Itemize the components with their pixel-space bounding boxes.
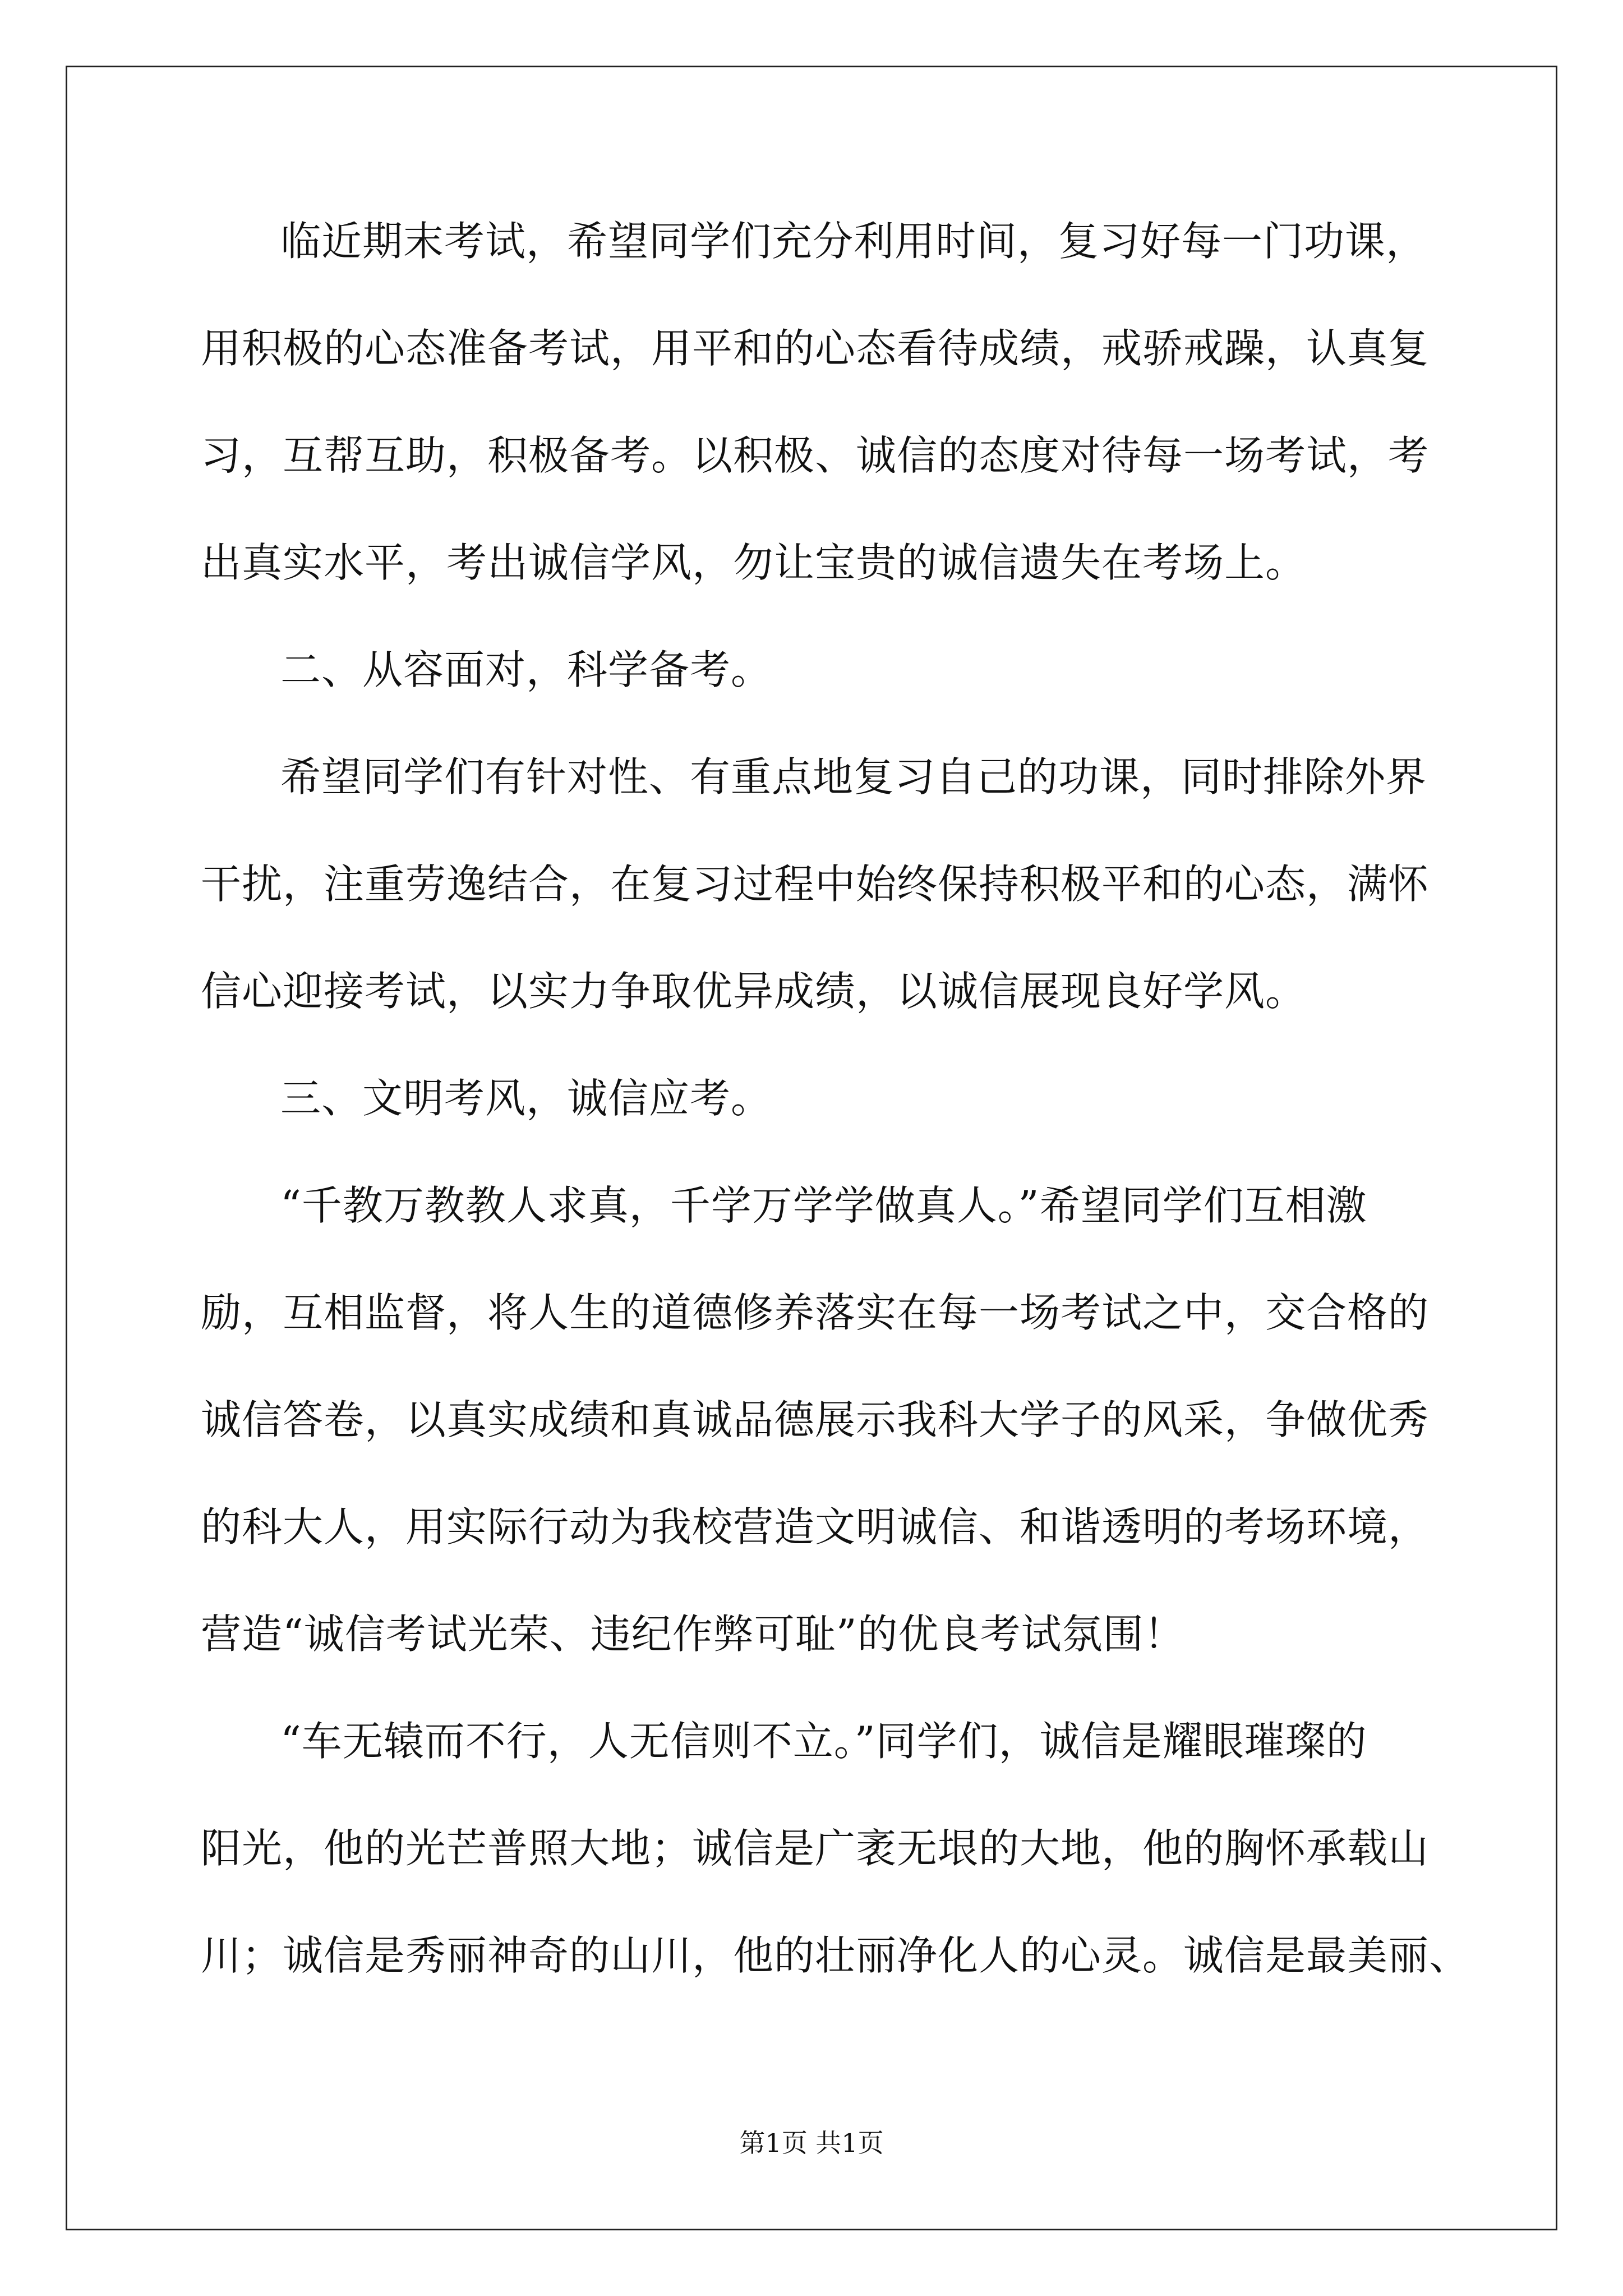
section-heading: 二、从容面对，科学备考。	[280, 646, 772, 693]
paragraph-line: “千教万教教人求真，千学万学学做真人。”希望同学们互相激	[280, 1182, 1367, 1229]
paragraph-line: 习，互帮互助，积极备考。以积极、诚信的态度对待每一场考试，考	[201, 432, 1430, 479]
paragraph-line: 用积极的心态准备考试，用平和的心态看待成绩，戒骄戒躁，认真复	[201, 325, 1430, 372]
paragraph-line: 营造“诚信考试光荣、违纪作弊可耻”的优良考试氛围！	[201, 1611, 1185, 1658]
paragraph-line: 信心迎接考试，以实力争取优异成绩，以诚信展现良好学风。	[201, 968, 1307, 1015]
paragraph-line: 出真实水平，考出诚信学风，勿让宝贵的诚信遗失在考场上。	[201, 539, 1307, 586]
paragraph-line: 励，互相监督，将人生的道德修养落实在每一场考试之中，交合格的	[201, 1289, 1430, 1336]
page-border	[66, 66, 1557, 2230]
page-footer: 第1页 共1页	[739, 2128, 884, 2158]
paragraph-line: 诚信答卷，以真实成绩和真诚品德展示我科大学子的风采，争做优秀	[201, 1396, 1430, 1443]
paragraph-line: 希望同学们有针对性、有重点地复习自己的功课，同时排除外界	[280, 753, 1427, 800]
section-heading: 三、文明考风，诚信应考。	[280, 1075, 772, 1122]
paragraph-line: 临近期末考试，希望同学们充分利用时间，复习好每一门功课，	[280, 218, 1427, 265]
paragraph-line: 川；诚信是秀丽神奇的山川，他的壮丽净化人的心灵。诚信是最美丽、	[201, 1932, 1470, 1979]
paragraph-line: 的科大人，用实际行动为我校营造文明诚信、和谐透明的考场环境，	[201, 1503, 1430, 1550]
paragraph-line: 阳光，他的光芒普照大地；诚信是广袤无垠的大地，他的胸怀承载山	[201, 1825, 1430, 1872]
paragraph-line: “车无辕而不行，人无信则不立。”同学们，诚信是耀眼璀璨的	[280, 1718, 1367, 1765]
paragraph-line: 干扰，注重劳逸结合，在复习过程中始终保持积极平和的心态，满怀	[201, 861, 1430, 908]
